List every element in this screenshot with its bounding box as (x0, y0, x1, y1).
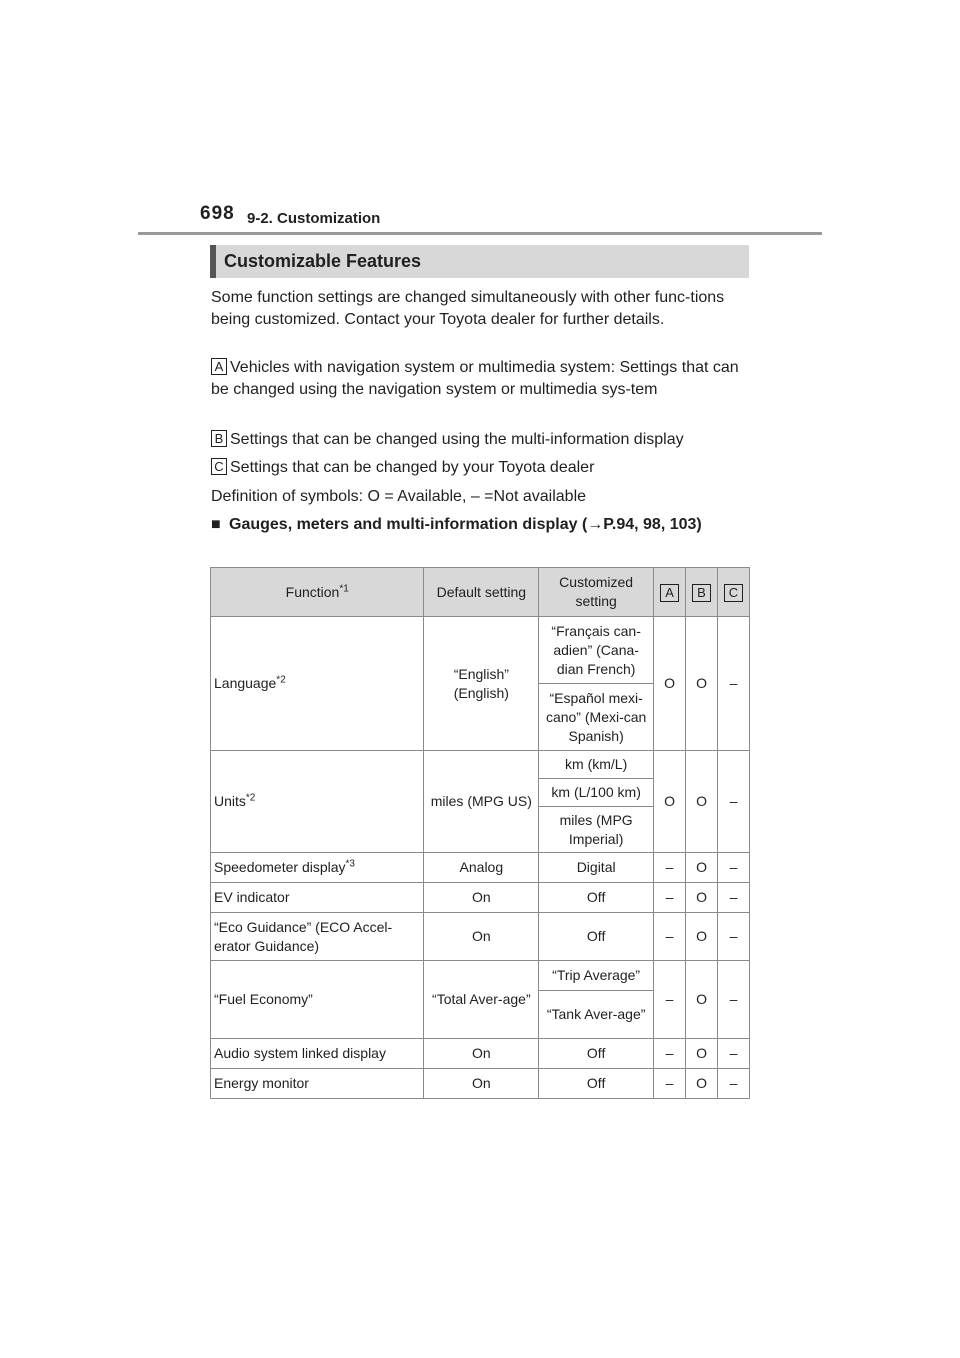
row-function: Speedometer display$^{*3}$ (211, 853, 424, 883)
section-title: 9-2. Customization (247, 210, 381, 227)
row-option: Off (539, 1069, 654, 1099)
row-default: “English” (English) (424, 617, 539, 751)
row-default: miles (MPG US) (424, 751, 539, 853)
row-a: O (654, 617, 686, 751)
row-b: O (686, 961, 718, 1039)
settings-table (210, 567, 750, 1099)
row-default: On (424, 1069, 539, 1099)
table-row (211, 617, 750, 684)
row-option: km (km/L) (539, 751, 654, 779)
row-a: – (654, 913, 686, 961)
row-option: Digital (539, 853, 654, 883)
row-default: On (424, 913, 539, 961)
row-function: Language$^{*2}$ (211, 617, 424, 751)
row-b: O (686, 883, 718, 913)
row-a: – (654, 853, 686, 883)
header-function: Function$^{*1}$ (211, 568, 424, 617)
subsection-heading (211, 514, 749, 536)
legend-a (211, 357, 751, 401)
row-option: Off (539, 1039, 654, 1069)
legend-c-text: Settings that can be changed by your Toyota dealer (230, 459, 595, 476)
intro-paragraph: Some function settings are changed simultaneously with other func-tions being customized. Contact your Toyota dealer for further details. (211, 289, 725, 328)
row-b: O (686, 751, 718, 853)
row-function: Units$^{*2}$ (211, 751, 424, 853)
row-option: Off (539, 913, 654, 961)
table-row (211, 883, 750, 913)
row-function: EV indicator (211, 883, 424, 913)
row-option: “Français can-adien” (Cana-dian French) (539, 617, 654, 684)
table-row (211, 1069, 750, 1099)
row-c: – (718, 751, 750, 853)
row-c: – (718, 1039, 750, 1069)
row-default: “Total Aver-age” (424, 961, 539, 1039)
row-c: – (718, 853, 750, 883)
row-c: – (718, 913, 750, 961)
features-heading: Customizable Features (224, 251, 422, 271)
features-heading-bar (210, 245, 749, 278)
row-a: – (654, 961, 686, 1039)
row-function: “Fuel Economy” (211, 961, 424, 1039)
row-a: – (654, 1039, 686, 1069)
page-number: 698 (200, 203, 235, 224)
row-a: – (654, 1069, 686, 1099)
legend-b (211, 429, 751, 451)
row-a: – (654, 883, 686, 913)
row-b: O (686, 853, 718, 883)
row-c: – (718, 1069, 750, 1099)
row-option: “Tank Aver-age” (539, 991, 654, 1039)
row-option: “Español mexi-cano” (Mexi-can Spanish) (539, 684, 654, 751)
header-default: Default setting (424, 568, 539, 617)
row-default: On (424, 1039, 539, 1069)
row-b: O (686, 913, 718, 961)
row-b: O (686, 1039, 718, 1069)
table-row (211, 1039, 750, 1069)
legend-a-text: Vehicles with navigation system or multimedia system: Settings that can be changed using the navigation system or multimedia sys-tem (211, 359, 739, 398)
row-default: Analog (424, 853, 539, 883)
symbol-definition: Definition of symbols: O = Available, – =Not available (211, 488, 587, 505)
table-row (211, 751, 750, 779)
row-function: Audio system linked display (211, 1039, 424, 1069)
header-a: A (654, 568, 686, 617)
table-header-row (211, 568, 750, 617)
subsection-text: Gauges, meters and multi-information display (→P.94, 98, 103) (229, 516, 702, 533)
legend-c (211, 457, 751, 479)
row-function: Energy monitor (211, 1069, 424, 1099)
header-divider (138, 232, 822, 235)
row-option: Off (539, 883, 654, 913)
row-option: miles (MPG Imperial) (539, 807, 654, 853)
row-c: – (718, 883, 750, 913)
header-c: C (718, 568, 750, 617)
row-b: O (686, 1069, 718, 1099)
table-row (211, 853, 750, 883)
header-customized: Customized setting (539, 568, 654, 617)
heading-accent (210, 245, 216, 278)
row-option: km (L/100 km) (539, 779, 654, 807)
square-bullet-icon: ■ (211, 516, 221, 533)
row-option: “Trip Average” (539, 961, 654, 991)
header-b: B (686, 568, 718, 617)
table-row (211, 913, 750, 961)
row-function: “Eco Guidance” (ECO Accel-erator Guidance) (211, 913, 424, 961)
legend-b-box: B (211, 430, 227, 447)
table-row (211, 961, 750, 991)
row-default: On (424, 883, 539, 913)
row-a: O (654, 751, 686, 853)
row-b: O (686, 617, 718, 751)
legend-a-box: A (211, 358, 227, 375)
row-c: – (718, 961, 750, 1039)
legend-b-text: Settings that can be changed using the multi-information display (230, 431, 684, 448)
legend-c-box: C (211, 458, 227, 475)
row-c: – (718, 617, 750, 751)
